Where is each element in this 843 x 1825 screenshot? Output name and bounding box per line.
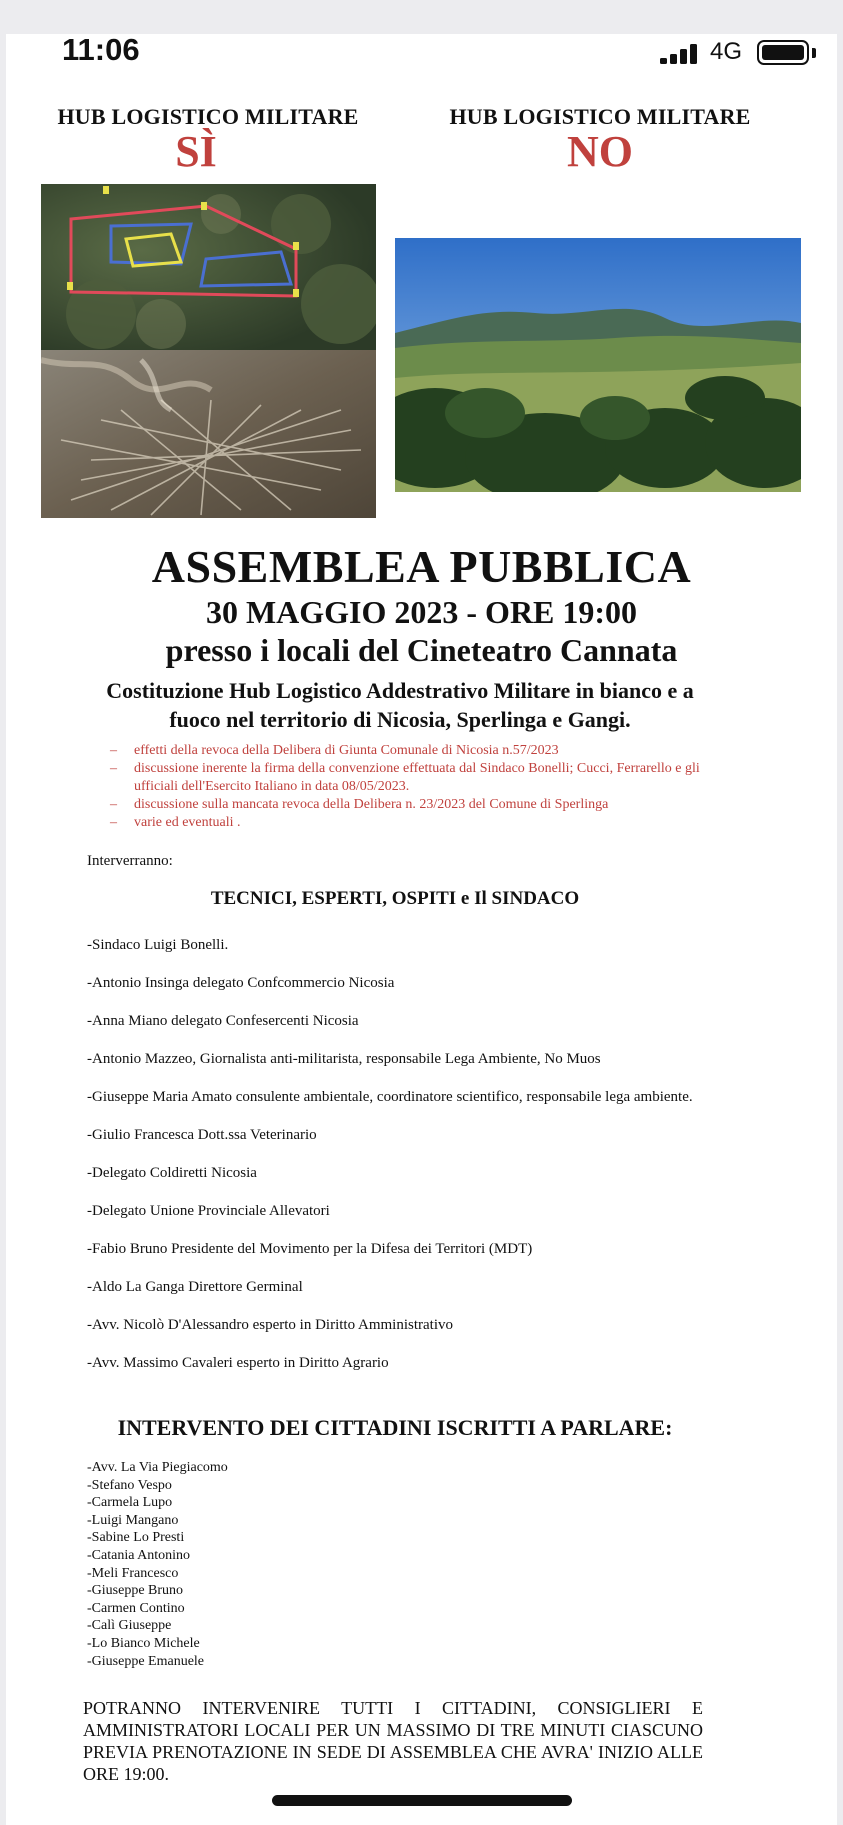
agenda-item: – varie ed eventuali . [110, 814, 710, 832]
left-hub-title: HUB LOGISTICO MILITARE [57, 104, 359, 129]
speaker-item: -Aldo La Ganga Direttore Germinal [87, 1279, 303, 1295]
speaker-item: -Sindaco Luigi Bonelli. [87, 937, 229, 953]
citizen-item: -Carmen Contino [87, 1600, 185, 1616]
agenda-list [110, 742, 710, 832]
citizen-item: -Avv. La Via Piegiacomo [87, 1460, 228, 1475]
home-indicator[interactable] [272, 1795, 572, 1806]
satellite-map-image [41, 184, 376, 350]
citizens-heading: INTERVENTO DEI CITTADINI ISCRITTI A PARLARE: [117, 1415, 673, 1440]
battery-icon [757, 40, 809, 65]
speaker-item: -Delegato Coldiretti Nicosia [87, 1165, 257, 1181]
speaker-item: -Giulio Francesca Dott.ssa Veterinario [87, 1127, 317, 1143]
speaker-item: -Avv. Nicolò D'Alessandro esperto in Diritto Amministrativo [87, 1317, 453, 1333]
citizen-item: -Luigi Mangano [87, 1512, 179, 1528]
status-bar [0, 0, 843, 96]
landscape-photo-image [395, 238, 801, 492]
assembly-title: ASSEMBLEA PUBBLICA [151, 541, 692, 592]
citizen-item: -Carmela Lupo [87, 1495, 173, 1511]
speakers-list [87, 936, 703, 1392]
speaker-item: -Giuseppe Maria Amato consulente ambientale, coordinatore scientifico, responsabile lega ambiente. [87, 1089, 693, 1105]
speaker-item: -Antonio Insinga delegato Confcommercio Nicosia [87, 975, 395, 991]
speakers-heading: TECNICI, ESPERTI, OSPITI e Il SINDACO [210, 888, 580, 909]
subject-line: Costituzione Hub Logistico Addestrativo Militare in bianco e a fuoco nel territorio di Nicosia, Sperlinga e Gangi. [106, 678, 694, 732]
right-hub-title: HUB LOGISTICO MILITARE [449, 104, 751, 129]
citizen-item: -Giuseppe Bruno [87, 1583, 184, 1599]
citizen-item: -Catania Antonino [87, 1547, 191, 1563]
citizen-item: -Meli Francesco [87, 1565, 179, 1581]
aerial-photo-image [41, 350, 376, 518]
citizen-item: -Lo Bianco Michele [87, 1635, 200, 1651]
speaker-item: -Anna Miano delegato Confesercenti Nicosia [87, 1013, 359, 1029]
citizen-item: -Calì Giuseppe [87, 1618, 172, 1634]
speaker-item: -Fabio Bruno Presidente del Movimento per la Difesa dei Territori (MDT) [87, 1241, 533, 1257]
date-time-line: 30 MAGGIO 2023 - ORE 19:00 [205, 594, 638, 630]
notice-paragraph: POTRANNO INTERVENIRE TUTTI I CITTADINI, CONSIGLIERI E AMMINISTRATORI LOCALI PER UN MASSIMO DI TRE MINUTI CIASCUNO PREVIA PRENOTAZIONE IN SEDE DI ASSEMBLEA CHE AVRA' INIZIO ALLE ORE 19:00. [83, 1698, 703, 1784]
citizens-list [87, 1459, 228, 1670]
agenda-item: – discussione inerente la firma della convenzione effettuata dal Sindaco Bonelli; Cucci, Ferrarello e gli ufficiali dell'Esercito Italiano in data 08/05/2023. [110, 760, 710, 796]
signal-bars-icon [660, 44, 698, 64]
agenda-item: – discussione sulla mancata revoca della Delibera n. 23/2023 del Comune di Sperlinga [110, 796, 710, 814]
status-time: 11:06 [62, 32, 140, 67]
citizen-item: -Sabine Lo Presti [87, 1530, 185, 1546]
venue-line: presso i locali del Cineteatro Cannata [165, 632, 678, 668]
agenda-item: – effetti della revoca della Delibera di Giunta Comunale di Nicosia n.57/2023 [110, 742, 710, 760]
citizen-item: -Stefano Vespo [87, 1477, 172, 1493]
left-hub-answer: SÌ [175, 127, 217, 176]
battery-tip [812, 48, 816, 58]
right-hub-answer: NO [567, 127, 633, 176]
speaker-item: -Delegato Unione Provinciale Allevatori [87, 1203, 330, 1219]
speaker-item: -Antonio Mazzeo, Giornalista anti-militarista, responsabile Lega Ambiente, No Muos [87, 1051, 601, 1067]
speakers-intro: Interverranno: [87, 853, 173, 869]
network-type: 4G [710, 38, 743, 65]
citizen-item: -Giuseppe Emanuele [87, 1653, 205, 1669]
speaker-item: -Avv. Massimo Cavaleri esperto in Diritto Agrario [87, 1355, 389, 1371]
